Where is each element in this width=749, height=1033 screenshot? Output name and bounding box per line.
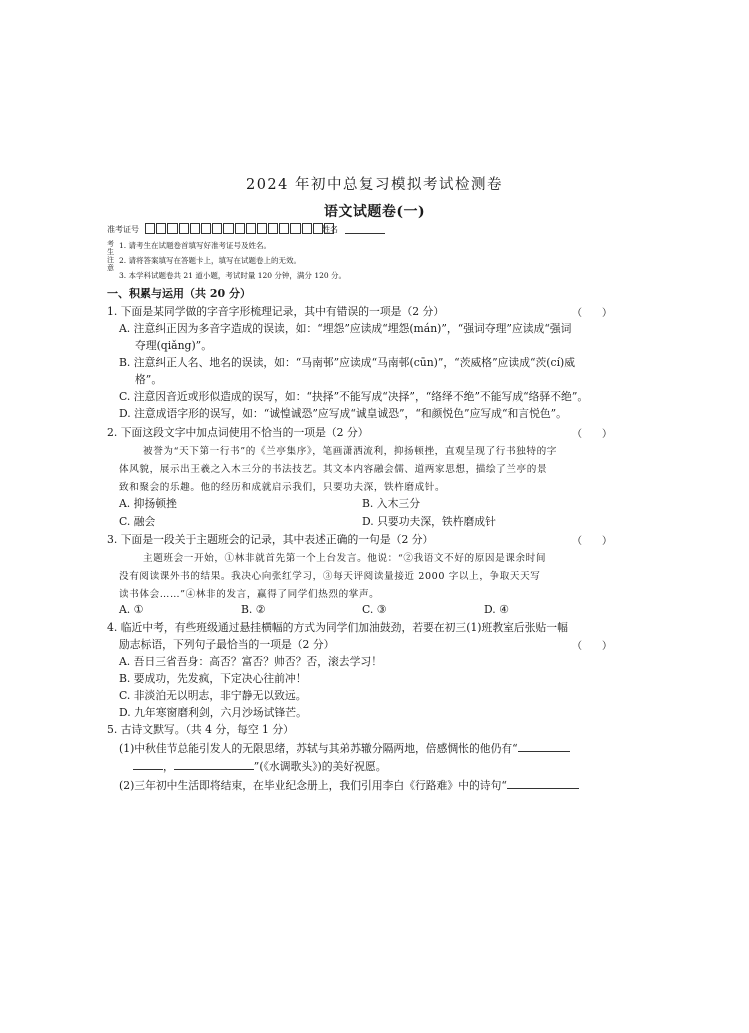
q2-option-c: C. 融会 [119,515,156,528]
notice-3: 3. 本学科试题卷共 21 道小题，考试时量 120 分钟，满分 120 分。 [119,271,347,280]
q1-option-a: A. 注意纠正因为多音字造成的误读，如：“埋怨”应读成“埋怨(mán)”，“强词夺理”应读成“强词 [119,322,572,335]
q5-comma: ， [163,760,174,773]
id-label: 准考证号 [107,225,139,234]
answer-blank[interactable] [518,741,570,752]
id-box [290,223,300,234]
q5-item-1-text: (1)中秋佳节总能引发人的无限思绪，苏轼与其弟苏辙分隔两地，倍感惆怅的他仍有“ [119,742,518,755]
name-label: 姓名 [322,225,338,234]
section-heading: 一、积累与运用（共 20 分） [107,287,251,300]
q3-passage-line: 主题班会一开始，①林非就首先第一个上台发言。他说：“②我语文不好的原因是课余时间 [143,553,547,564]
answer-blank[interactable] [133,759,163,770]
q4-option-c: C. 非淡泊无以明志，非宁静无以致远。 [119,689,307,702]
q3-passage-line: 读书体会……”④林非的发言，赢得了同学们热烈的掌声。 [119,589,380,600]
id-box [246,223,256,234]
answer-blank[interactable] [507,778,579,789]
q2-stem: 2. 下面这段文字中加点词使用不恰当的一项是（2 分） [107,426,369,439]
q3-answer-paren: （ ） [572,536,612,547]
id-box [279,223,289,234]
id-box [268,223,278,234]
q2-passage-line: 被誉为“天下第一行书”的《兰亭集序》，笔画潇洒流利，抑扬顿挫，直观呈现了行书独特的字 [143,446,557,457]
q1-option-b: B. 注意纠正人名、地名的误读，如：“马南邨”应读成“马南邨(cūn)”，“茨威格”应读成“茨(cí)威 [119,356,576,369]
q3-option-d: D. ④ [484,603,509,616]
q1-option-c: C. 注意因音近或形似造成的误写，如：“抉择”不能写成“决择”，“络绎不绝”不能写成“络驿不绝”。 [119,390,589,403]
q5-item-1-cont [133,759,387,774]
q5-item-1 [119,741,570,756]
id-box [212,223,222,234]
q3-option-b: B. ② [241,603,266,616]
q3-stem: 3. 下面是一段关于主题班会的记录，其中表述正确的一句是（2 分） [107,533,434,546]
q4-stem: 4. 临近中考，有些班级通过悬挂横幅的方式为同学们加油鼓劲，若要在初三(1)班教室后张贴一幅 [107,621,568,634]
q2-answer-paren: （ ） [572,429,612,440]
q1-stem: 1. 下面是某同学做的字音字形梳理记录，其中有错误的一项是（2 分） [107,305,445,318]
q2-option-d: D. 只要功夫深，铁杵磨成针 [362,515,496,528]
name-line [345,233,385,234]
q5-item-1-tail: ”(《水调歌头》)的美好祝愿。 [253,760,387,773]
q1-option-d: D. 注意成语字形的误写，如：“诚惶诚恐”应写成“诚皇诚恐”，“和颜悦色”应写成“和言悦色”。 [119,407,567,420]
q4-stem-cont: 励志标语，下列句子最恰当的一项是（2 分） [119,638,335,651]
id-box [167,223,177,234]
q1-option-b-cont: 格”。 [135,373,163,386]
notice-2: 2. 请将答案填写在答题卡上，填写在试题卷上的无效。 [119,256,302,265]
q4-option-d: D. 九年寒窗磨利剑，六月沙场试锋芒。 [119,706,307,719]
id-box [257,223,267,234]
q1-answer-paren: （ ） [572,308,612,319]
answer-blank[interactable] [174,759,254,770]
notice-label: 考生注意 [107,240,114,272]
id-box [223,223,233,234]
q2-option-b: B. 入木三分 [362,497,420,510]
q5-item-2-text: (2)三年初中生活即将结束，在毕业纪念册上，我们引用李白《行路难》中的诗句“ [119,779,507,792]
q5-stem: 5. 古诗文默写。（共 4 分，每空 1 分） [107,723,294,736]
id-box [179,223,189,234]
q4-option-b: B. 要成功，先发疯，下定决心往前冲！ [119,672,307,685]
q2-passage-line: 致和聚会的乐趣。他的经历和成就启示我们，只要功夫深，铁杵磨成针。 [119,482,446,493]
q5-item-2 [119,778,579,793]
q2-option-a: A. 抑扬顿挫 [119,497,177,510]
notice-1: 1. 请考生在试题卷首填写好准考证号及姓名。 [119,241,272,250]
id-box [235,223,245,234]
id-box [302,223,312,234]
q4-answer-paren: （ ） [572,641,612,652]
exam-title: 2024 年初中总复习模拟考试检测卷 [245,177,503,193]
q3-option-c: C. ③ [362,603,387,616]
id-box [156,223,166,234]
id-box [145,223,155,234]
q3-option-a: A. ① [119,603,144,616]
q3-passage-line: 没有阅读课外书的结果。我决心向张红学习，③每天评阅读量接近 2000 字以上，争取天天写 [119,571,541,582]
q2-passage-line: 体风貌，展示出王羲之入木三分的书法技艺。其文本内容融会儒、道两家思想，描绘了兰亭的景 [119,464,548,475]
q1-option-a-cont: 夺理(qiǎng)”。 [135,339,213,352]
paper-subtitle: 语文试题卷(一) [323,204,426,220]
q4-option-a: A. 吾日三省吾身：高否？富否？帅否？否，滚去学习！ [119,655,382,668]
id-box [190,223,200,234]
id-number-boxes [145,223,335,234]
id-box [201,223,211,234]
